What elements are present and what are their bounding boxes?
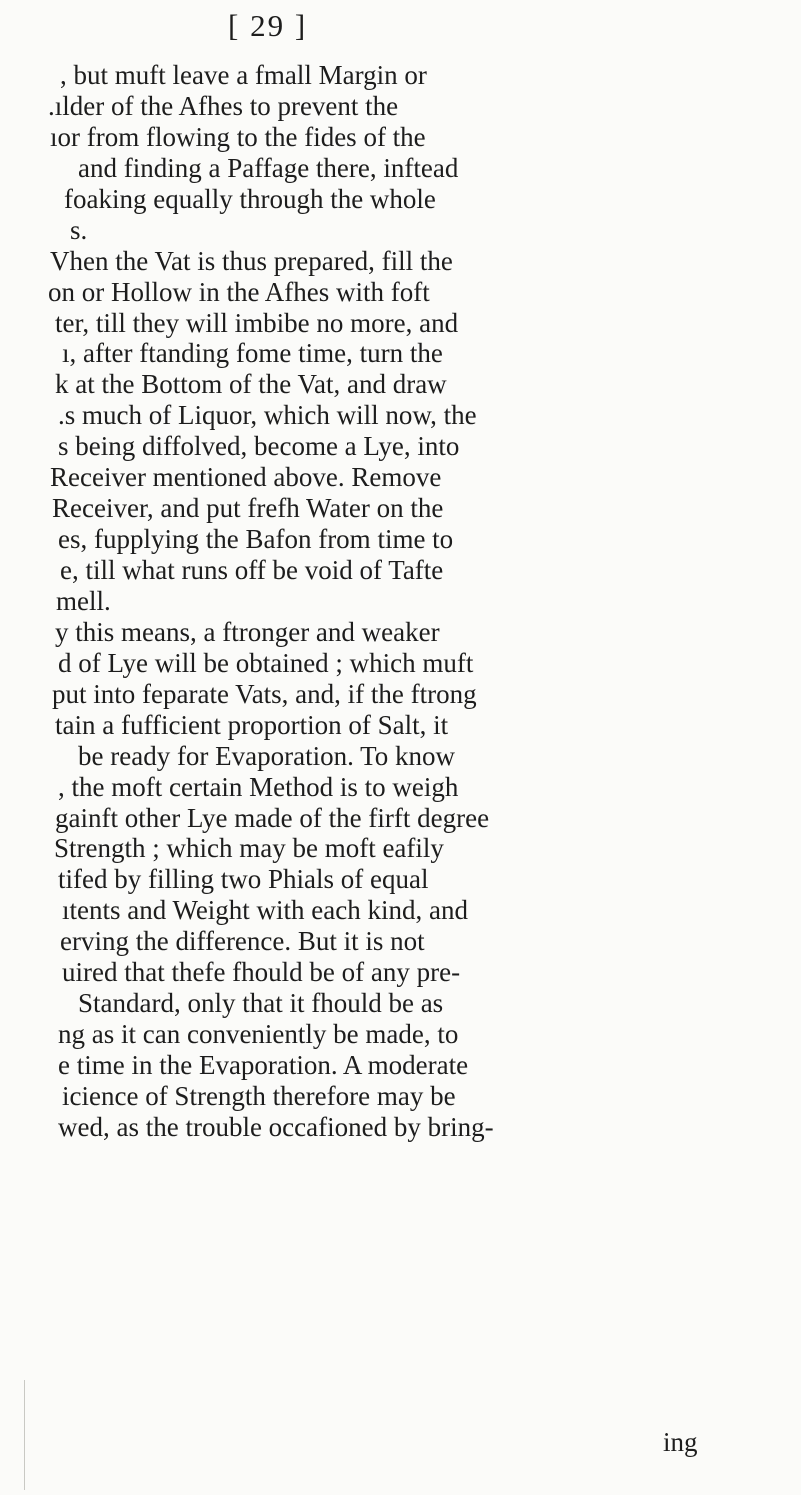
text-line: tifed by filling two Phials of equal	[58, 864, 429, 895]
text-line: ı, after ftanding fome time, turn the	[62, 338, 443, 369]
text-line: d of Lye will be obtained ; which muft	[58, 647, 474, 678]
catchword: ing	[663, 1427, 698, 1457]
text-line: Vhen the Vat is thus prepared, fill the	[50, 245, 453, 276]
text-line: erving the difference. But it is not	[60, 926, 425, 957]
page-edge-shadow	[24, 1380, 25, 1490]
text-line: e, till what runs off be void of Tafte	[60, 555, 444, 585]
text-line: uired that thefe fhould be of any pre-	[62, 957, 461, 988]
text-line: icience of Strength therefore may be	[62, 1080, 456, 1111]
text-line: s being diffolved, become a Lye, into	[58, 431, 460, 462]
text-line: ter, till they will imbibe no more, and	[55, 307, 459, 338]
text-line: , but muft leave a fmall Margin or	[60, 60, 427, 90]
text-line: s.	[70, 214, 88, 245]
text-line: put into feparate Vats, and, if the ftrong	[52, 678, 477, 709]
text-line: mell.	[56, 585, 111, 616]
text-line: k at the Bottom of the Vat, and draw	[55, 369, 447, 400]
text-line: on or Hollow in the Afhes with foft	[48, 276, 430, 307]
text-line: ng as it can conveniently be made, to	[58, 1019, 459, 1050]
text-line: foaking equally through the whole	[64, 183, 436, 214]
text-line: Receiver, and put frefh Water on the	[52, 493, 444, 524]
text-line: ıor from flowing to the fides of the	[50, 121, 426, 152]
text-line: es, fupplying the Bafon from time to	[58, 524, 454, 555]
text-line: ıtents and Weight with each kind, and	[62, 895, 468, 926]
text-line: .ılder of the Afhes to prevent the	[48, 90, 399, 121]
text-line: be ready for Evaporation. To know	[78, 740, 455, 771]
text-line: e time in the Evaporation. A moderate	[58, 1050, 469, 1080]
text-line: tain a fufficient proportion of Salt, it	[55, 709, 449, 740]
text-line: Receiver mentioned above. Remove	[50, 462, 442, 493]
text-line: y this means, a ftronger and weaker	[55, 616, 440, 647]
page-number: [ 29 ]	[228, 8, 308, 43]
text-line: Strength ; which may be moft eafily	[54, 833, 444, 864]
text-line: gainft other Lye made of the firft degree	[55, 802, 490, 833]
text-line: wed, as the trouble occafioned by bring-	[58, 1111, 494, 1142]
text-line: .s much of Liquor, which will now, the	[58, 400, 477, 431]
text-line: Standard, only that it fhould be as	[78, 988, 444, 1019]
body-text	[0, 60, 801, 1143]
text-line: and finding a Paffage there, inftead	[78, 152, 459, 183]
text-line: , the moft certain Method is to weigh	[58, 771, 459, 802]
